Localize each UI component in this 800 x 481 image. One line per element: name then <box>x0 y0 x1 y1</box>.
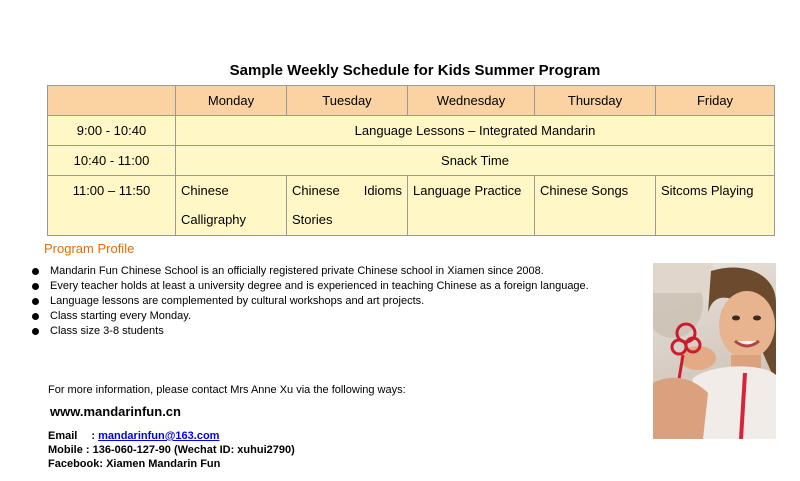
tuesday-activity-line <box>292 176 402 205</box>
monday-activity-cell <box>176 176 287 236</box>
email-link[interactable]: mandarinfun@163.com <box>98 430 220 442</box>
friday-activity-cell: Sitcoms Playing <box>656 176 775 236</box>
list-item <box>32 264 589 279</box>
activity-cell: Snack Time <box>176 146 775 176</box>
monday-activity-line: Chinese <box>181 183 229 198</box>
time-cell: 11:00 – 11:50 <box>48 176 176 236</box>
header-cell-empty <box>48 86 176 116</box>
time-cell: 10:40 - 11:00 <box>48 146 176 176</box>
list-item <box>32 324 589 339</box>
student-photo-graphic <box>653 263 776 439</box>
bullet-text: Class starting every Monday. <box>50 310 192 322</box>
program-profile-heading: Program Profile <box>44 241 135 256</box>
facebook-line: Facebook: Xiamen Mandarin Fun <box>48 458 221 470</box>
email-line <box>48 429 295 443</box>
monday-activity-line: Calligraphy <box>181 212 247 227</box>
table-row <box>48 146 775 176</box>
email-label: Email <box>48 430 78 442</box>
activity-cell: Language Lessons – Integrated Mandarin <box>176 116 775 146</box>
bullet-icon <box>32 313 39 320</box>
header-friday: Friday <box>656 86 775 116</box>
table-row <box>48 116 775 146</box>
bullet-icon <box>32 328 39 335</box>
mobile-line: Mobile : 136-060-127-90 (Wechat ID: xuhui2790) <box>48 444 295 456</box>
list-item <box>32 309 589 324</box>
bullet-icon <box>32 298 39 305</box>
contact-details <box>48 429 295 471</box>
tuesday-activity-word: Chinese <box>292 183 340 198</box>
contact-intro: For more information, please contact Mrs Anne Xu via the following ways: <box>48 384 406 396</box>
header-wednesday: Wednesday <box>408 86 535 116</box>
table-header-row <box>48 86 775 116</box>
wednesday-activity-cell: Language Practice <box>408 176 535 236</box>
tuesday-activity-line: Stories <box>292 212 333 227</box>
bullet-text: Every teacher holds at least a university degree and is experienced in teaching Chinese as a foreign language. <box>50 280 589 292</box>
bullet-icon <box>32 268 39 275</box>
bullet-icon <box>32 283 39 290</box>
header-monday: Monday <box>176 86 287 116</box>
profile-bullet-list <box>32 264 589 339</box>
student-photo <box>653 263 776 439</box>
tuesday-activity-cell <box>287 176 408 236</box>
table-row <box>48 176 775 236</box>
tuesday-activity-word: Idioms <box>363 183 402 198</box>
list-item <box>32 279 589 294</box>
bullet-text: Class size 3-8 students <box>50 325 164 337</box>
time-cell: 9:00 - 10:40 <box>48 116 176 146</box>
header-tuesday: Tuesday <box>287 86 408 116</box>
page-title: Sample Weekly Schedule for Kids Summer Program <box>229 62 601 79</box>
header-thursday: Thursday <box>535 86 656 116</box>
email-separator: : <box>91 430 96 442</box>
website-text: www.mandarinfun.cn <box>50 404 181 419</box>
bullet-text: Language lessons are complemented by cultural workshops and art projects. <box>50 295 425 307</box>
bullet-text: Mandarin Fun Chinese School is an officially registered private Chinese school in Xiamen since 2008. <box>50 265 544 277</box>
thursday-activity-cell: Chinese Songs <box>535 176 656 236</box>
schedule-table <box>47 85 775 236</box>
list-item <box>32 294 589 309</box>
